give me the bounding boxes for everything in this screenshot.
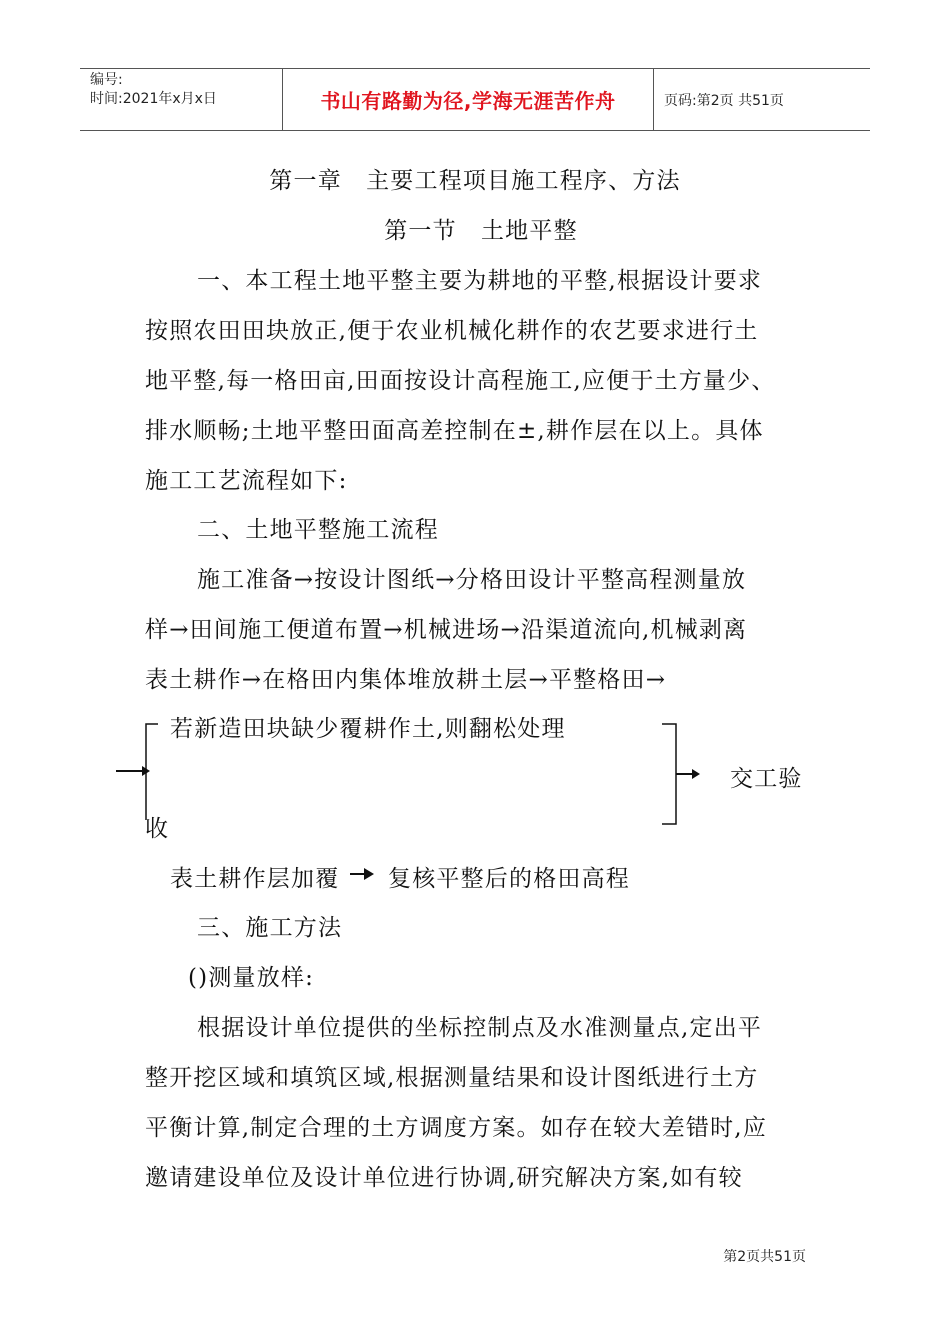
page-footer: 第2页共51页 — [723, 1249, 806, 1265]
document-time: 时间:2021年x月x日 — [90, 91, 217, 107]
document-number-label: 编号: — [90, 72, 123, 88]
diagram-branch-top: 若新造田块缺少覆耕作土,则翻松处理 — [170, 716, 566, 742]
header-motto: 书山有路勤为径,学海无涯苦作舟 — [282, 69, 654, 130]
flow-line: 施工准备→按设计图纸→分格田设计平整高程测量放 — [197, 567, 747, 593]
paragraph-line: 施工工艺流程如下: — [145, 468, 348, 494]
diagram-bracket-right — [662, 724, 676, 824]
diagram-arrowhead-bottom — [364, 868, 374, 880]
paragraph-line: 邀请建设单位及设计单位进行协调,研究解决方案,如有较 — [145, 1165, 743, 1191]
diagram-arrowhead-out — [692, 769, 700, 779]
diagram-result-tail: 收 — [145, 816, 170, 842]
methods-heading: 三、施工方法 — [197, 915, 343, 941]
paragraph-line: 排水顺畅;土地平整田面高差控制在±,耕作层在以上。具体 — [145, 418, 764, 444]
paragraph-line: 整开挖区域和填筑区域,根据测量结果和设计图纸进行土方 — [145, 1065, 759, 1091]
flow-line: 表土耕作→在格田内集体堆放耕土层→平整格田→ — [145, 667, 667, 693]
paragraph-line: 一、本工程土地平整主要为耕地的平整,根据设计要求 — [197, 268, 763, 294]
chapter-title: 第一章 主要工程项目施工程序、方法 — [269, 168, 681, 194]
section-title: 第一节 土地平整 — [384, 218, 578, 244]
flow-heading: 二、土地平整施工流程 — [197, 517, 439, 543]
diagram-branch-bottom-a: 表土耕作层加覆 — [170, 866, 340, 892]
header-page-info: 页码:第2页 共51页 — [664, 92, 784, 109]
diagram-result: 交工验 — [730, 766, 803, 792]
survey-heading: ()测量放样: — [188, 965, 315, 991]
paragraph-line: 根据设计单位提供的坐标控制点及水准测量点,定出平 — [197, 1015, 763, 1041]
paragraph-line: 按照农田田块放正,便于农业机械化耕作的农艺要求进行土 — [145, 318, 759, 344]
flow-line: 样→田间施工便道布置→机械进场→沿渠道流向,机械剥离 — [145, 617, 748, 643]
paragraph-line: 平衡计算,制定合理的土方调度方案。如存在较大差错时,应 — [145, 1115, 768, 1141]
diagram-branch-bottom-b: 复核平整后的格田高程 — [388, 866, 630, 892]
paragraph-line: 地平整,每一格田亩,田面按设计高程施工,应便于土方量少、 — [145, 368, 776, 394]
